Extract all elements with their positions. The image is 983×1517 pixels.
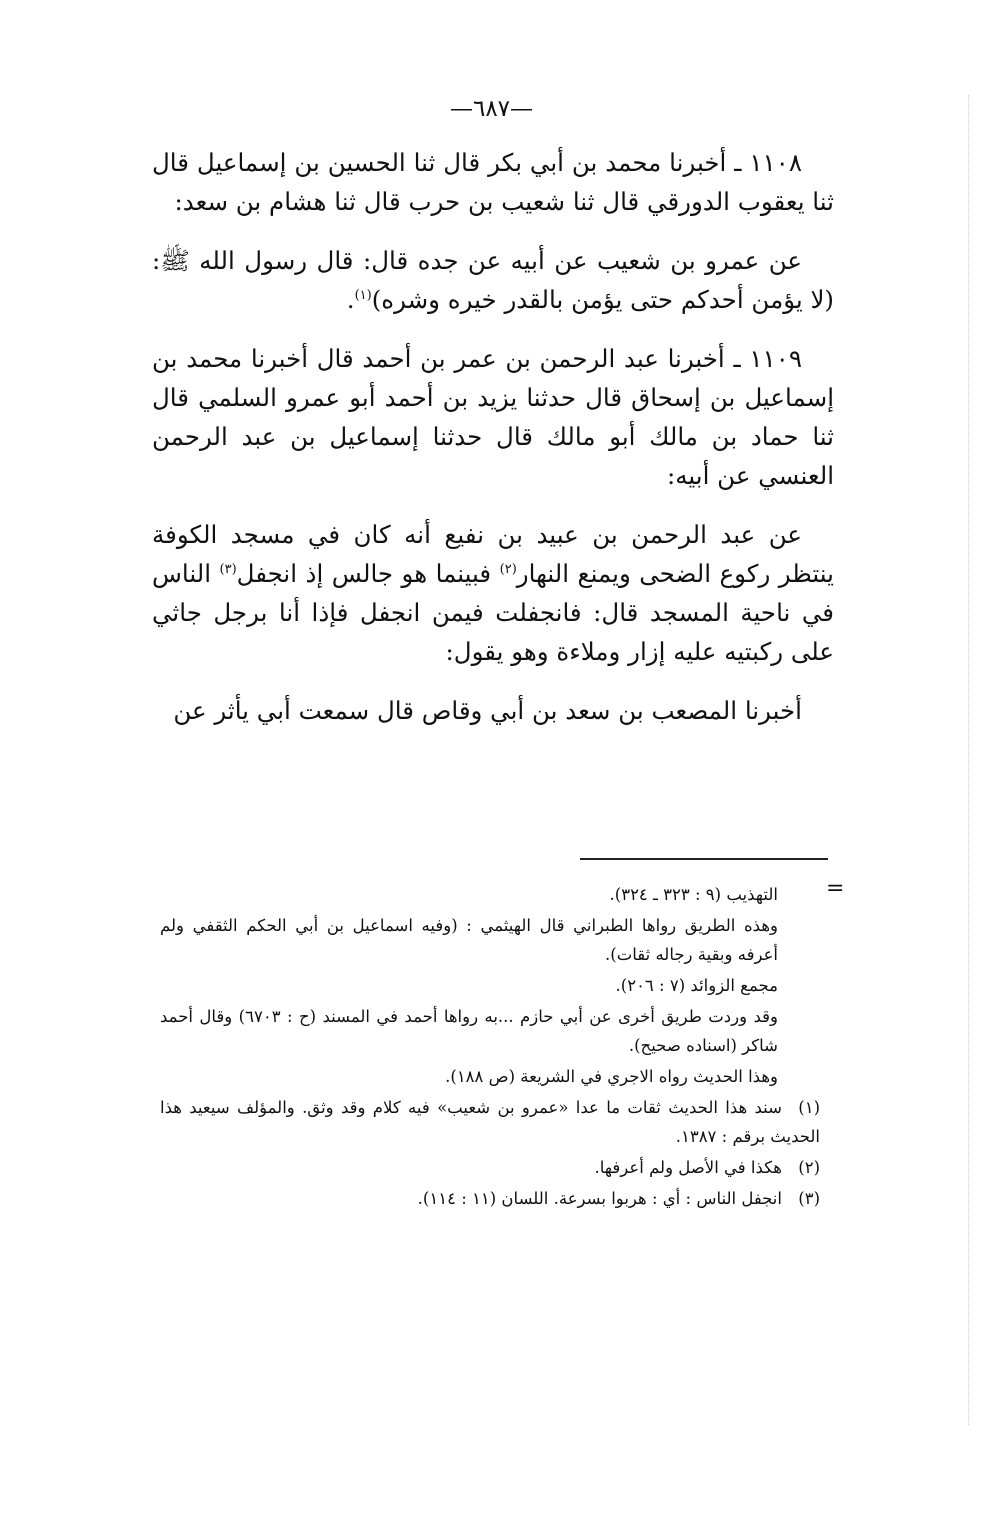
footnote-separator [580, 858, 828, 860]
footnote-ref-3: (٣) [219, 561, 237, 577]
footnote-text: سند هذا الحديث ثقات ما عدا «عمرو بن شعيب» فيه كلام وقد وثق. والمؤلف سيعيد هذا الحديث برقم : ١٣٨٧. [160, 1098, 820, 1146]
footnote-2 [160, 1153, 820, 1182]
footnote-continued-line: التهذيب (٩ : ٣٢٣ ـ ٣٢٤). [609, 885, 778, 904]
footnote-continued-line: وقد وردت طريق أخرى عن أبي حازم ...به رواها أحمد في المسند (ح : ٦٧٠٣) وقال أحمد شاكر (اسناده صحيح). [160, 1007, 778, 1055]
footnote-continued-line: مجمع الزوائد (٧ : ٢٠٦). [615, 976, 778, 995]
footnote-text: انجفل الناس : أي : هربوا بسرعة. اللسان (١١ : ١١٤). [417, 1189, 782, 1208]
hadith-1109-matn-part2: فبينما هو جالس إذ انجفل [236, 559, 500, 588]
page-number: —٦٨٧— [449, 96, 534, 122]
footnote-continued-line: وهذه الطريق رواها الطبراني قال الهيثمي : (وفيه اسماعيل بن أبي الحكم الثقفي ولم أعرفه وبقية رجاله ثقات). [160, 916, 778, 964]
footnote-continuation-mark: = [826, 876, 845, 901]
footnote-ref-1: (١) [354, 287, 372, 303]
footnotes [160, 880, 820, 1215]
hadith-1109-isnad: ١١٠٩ ـ أخبرنا عبد الرحمن بن عمر بن أحمد قال أخبرنا محمد بن إسماعيل بن إسحاق قال حدثنا يزيد بن أحمد أبو عمرو السلمي قال ثنا حماد بن مالك أبو مالك قال حدثنا إسماعيل بن عبد الرحمن العنسي عن أبيه: [152, 344, 835, 490]
footnote-number: (١) [798, 1098, 820, 1117]
footnote-3 [160, 1184, 820, 1213]
footnote-continued-line: وهذا الحديث رواه الاجري في الشريعة (ص ١٨٨). [445, 1067, 778, 1086]
footnote-number: (٣) [798, 1189, 820, 1208]
main-text [152, 143, 834, 750]
footnote-ref-2: (٢) [499, 561, 517, 577]
footnote-text: هكذا في الأصل ولم أعرفها. [594, 1158, 782, 1177]
hadith-1109-matn [152, 515, 834, 671]
hadith-1108-end: . [346, 285, 355, 314]
hadith-1109-continue: أخبرنا المصعب بن سعد بن أبي وقاص قال سمعت أبي يأثر عن [173, 696, 802, 725]
hadith-1109-matn-part3: الناس في ناحية المسجد قال: فانجفلت فيمن انجفل فإذا أنا برجل جاثي على ركبتيه عليه إزار وملاءة وهو يقول: [152, 559, 834, 666]
footnote-number: (٢) [798, 1158, 820, 1177]
hadith-1108-matn-text: عن عمرو بن شعيب عن أبيه عن جده قال: قال رسول الله ﷺ: (لا يؤمن أحدكم حتى يؤمن بالقدر خيره وشره) [152, 246, 834, 314]
hadith-1108-isnad: ١١٠٨ ـ أخبرنا محمد بن أبي بكر قال ثنا الحسين بن إسماعيل قال ثنا يعقوب الدورقي قال ثنا شعيب بن حرب قال ثنا هشام بن سعد: [152, 148, 834, 216]
hadith-1109-matn-part1: عن عبد الرحمن بن عبيد بن نفيع أنه كان في مسجد الكوفة ينتظر ركوع الضحى ويمنع النهار [152, 520, 834, 588]
footnote-1 [160, 1093, 820, 1151]
hadith-1108-matn [152, 241, 834, 319]
page-edge-line [968, 95, 969, 1425]
